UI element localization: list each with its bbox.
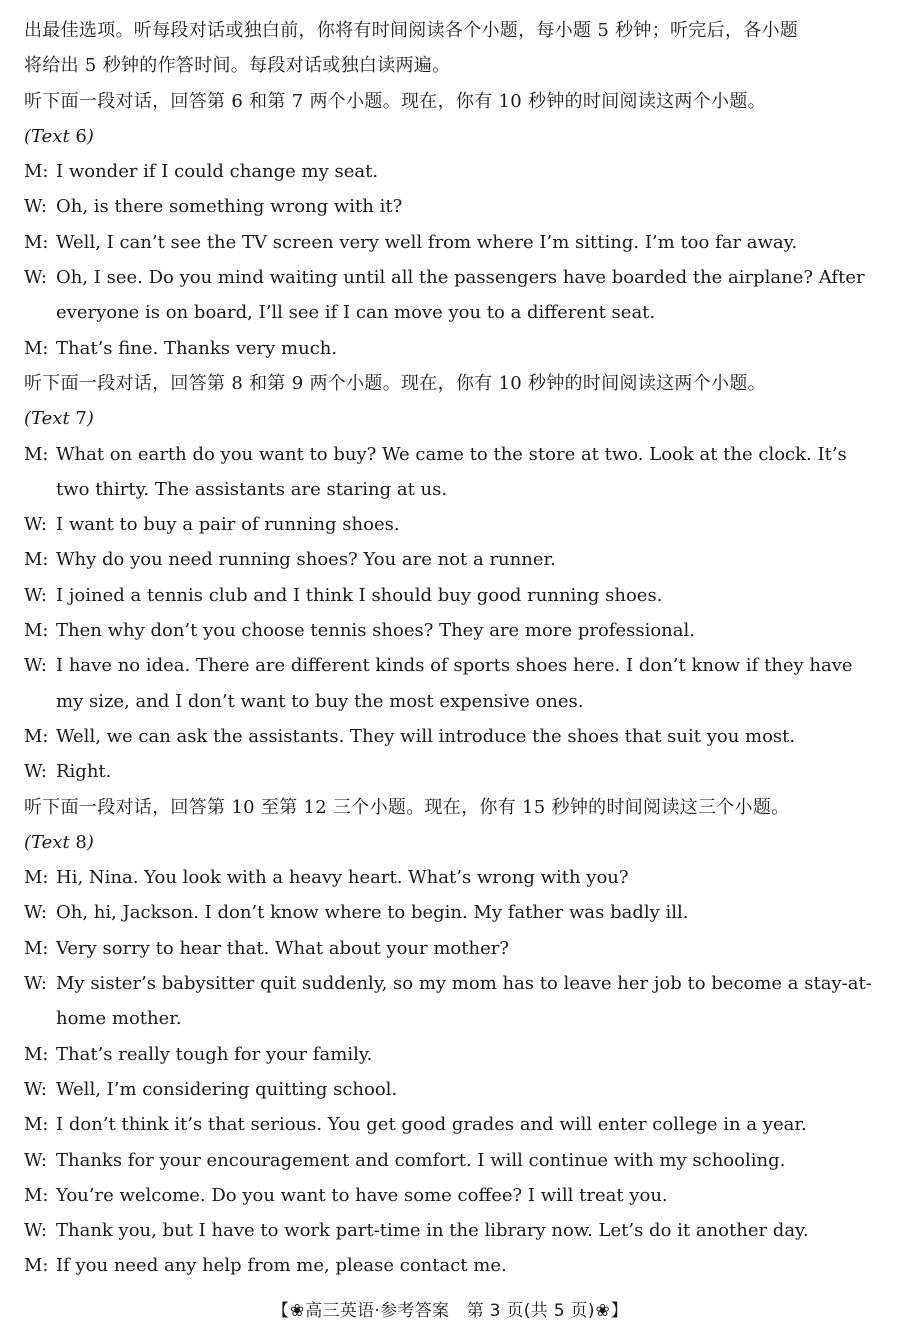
section-instruction: 听下面一段对话，回答第 8 和第 9 两个小题。现在，你有 10 秒钟的时间阅读这两个小题。 <box>24 372 766 394</box>
dialogue-line <box>24 507 884 542</box>
dialogue-text: You’re welcome. Do you want to have some coffee? I will treat you. <box>56 1184 668 1206</box>
dialogue-text: I don’t think it’s that serious. You get good grades and will enter college in a year. <box>56 1114 807 1136</box>
dialogue-text: That’s really tough for your family. <box>56 1043 373 1065</box>
dialogue-line <box>24 260 884 295</box>
dialogue-line <box>24 1107 884 1142</box>
dialogue-line <box>24 1248 884 1283</box>
footer-bracket-close: 】 <box>610 1301 629 1321</box>
dialogue-line <box>24 754 884 789</box>
dialogue-text: Thanks for your encouragement and comfort. I will continue with my schooling. <box>56 1149 786 1171</box>
speaker-label: M: <box>24 443 49 465</box>
dialogue-text: Well, I’m considering quitting school. <box>56 1078 398 1100</box>
dialogue-text: What on earth do you want to buy? We came to the store at two. Look at the clock. It’s <box>56 443 847 465</box>
dialogue-line <box>24 1037 884 1072</box>
dialogue-line <box>24 189 884 224</box>
dialogue-text: Why do you need running shoes? You are not a runner. <box>56 549 556 571</box>
speaker-label: M: <box>24 337 49 359</box>
speaker-label: W: <box>24 1220 48 1242</box>
dialogue-text: Oh, is there something wrong with it? <box>56 196 403 218</box>
dialogue-line <box>24 613 884 648</box>
dialogue-line <box>24 1178 884 1213</box>
dialogue-text: Well, we can ask the assistants. They will introduce the shoes that suit you most. <box>56 725 796 747</box>
dialogue-text: Hi, Nina. You look with a heavy heart. What’s wrong with you? <box>56 867 629 889</box>
dialogue-text: Oh, hi, Jackson. I don’t know where to begin. My father was badly ill. <box>56 902 689 924</box>
speaker-label: M: <box>24 1114 49 1136</box>
dialogue-continuation: two thirty. The assistants are staring at us. <box>56 478 448 500</box>
dialogue-text: I wonder if I could change my seat. <box>56 161 379 183</box>
intro-line: 出最佳选项。听每段对话或独白前，你将有时间阅读各个小题，每小题 5 秒钟；听完后，各小题 <box>24 20 799 41</box>
speaker-label: M: <box>24 1184 49 1206</box>
dialogue-line <box>24 719 884 754</box>
speaker-label: M: <box>24 867 49 889</box>
dialogue-line <box>24 154 884 189</box>
speaker-label: M: <box>24 620 49 642</box>
speaker-label: M: <box>24 1043 49 1065</box>
dialogue-continuation: everyone is on board, I’ll see if I can move you to a different seat. <box>56 302 656 324</box>
dialogue-text: That’s fine. Thanks very much. <box>56 337 338 359</box>
dialogue-line <box>24 648 884 683</box>
speaker-label: W: <box>24 655 48 677</box>
dialogue-line <box>24 860 884 895</box>
speaker-label: M: <box>24 937 49 959</box>
section-instruction: 听下面一段对话，回答第 10 至第 12 三个小题。现在，你有 15 秒钟的时间阅读这三个小题。 <box>24 796 790 818</box>
dialogue-line <box>24 331 884 366</box>
text-heading-number: 6 <box>75 125 87 147</box>
text-heading: (Text 6) <box>24 125 94 147</box>
dialogue-line <box>24 1143 884 1178</box>
dialogue-line <box>24 895 884 930</box>
speaker-label: W: <box>24 973 48 995</box>
speaker-label: W: <box>24 1078 48 1100</box>
document-body <box>24 13 884 1284</box>
speaker-label: W: <box>24 196 48 218</box>
speaker-label: M: <box>24 549 49 571</box>
text-heading-word: Text <box>31 125 70 147</box>
speaker-label: M: <box>24 231 49 253</box>
section-instruction: 听下面一段对话，回答第 6 和第 7 两个小题。现在，你有 10 秒钟的时间阅读这两个小题。 <box>24 90 766 112</box>
dialogue-text: My sister’s babysitter quit suddenly, so my mom has to leave her job to become a stay-at- <box>56 973 872 995</box>
dialogue-text: Then why don’t you choose tennis shoes? They are more professional. <box>56 620 695 642</box>
dialogue-line <box>24 542 884 577</box>
flower-icon: ❀ <box>595 1301 611 1321</box>
speaker-label: M: <box>24 725 49 747</box>
text-heading-number: 8 <box>75 831 87 853</box>
speaker-label: W: <box>24 1149 48 1171</box>
dialogue-text: Right. <box>56 761 112 783</box>
speaker-label: W: <box>24 514 48 536</box>
footer-label: 高三英语·参考答案 第 3 页(共 5 页) <box>305 1301 595 1321</box>
dialogue-text: I have no idea. There are different kinds of sports shoes here. I don’t know if they have <box>56 655 853 677</box>
text-heading: (Text 8) <box>24 831 94 853</box>
dialogue-text: Well, I can’t see the TV screen very well from where I’m sitting. I’m too far away. <box>56 231 798 253</box>
intro-line: 将给出 5 秒钟的作答时间。每段对话或独白读两遍。 <box>24 55 451 77</box>
dialogue-text: Very sorry to hear that. What about your mother? <box>56 937 509 959</box>
dialogue-line <box>24 931 884 966</box>
dialogue-line <box>24 225 884 260</box>
dialogue-text: Thank you, but I have to work part-time in the library now. Let’s do it another day. <box>56 1220 809 1242</box>
dialogue-line <box>24 437 884 472</box>
dialogue-line <box>24 578 884 613</box>
dialogue-line <box>24 966 884 1001</box>
speaker-label: W: <box>24 584 48 606</box>
page-footer <box>0 1296 900 1321</box>
text-heading-word: Text <box>31 831 70 853</box>
footer-bracket-open: 【 <box>271 1301 290 1321</box>
dialogue-continuation: home mother. <box>56 1008 182 1030</box>
flower-icon: ❀ <box>289 1301 305 1321</box>
dialogue-line <box>24 1072 884 1107</box>
dialogue-text: I joined a tennis club and I think I should buy good running shoes. <box>56 584 663 606</box>
speaker-label: W: <box>24 902 48 924</box>
dialogue-text: If you need any help from me, please contact me. <box>56 1255 507 1277</box>
dialogue-text: I want to buy a pair of running shoes. <box>56 514 400 536</box>
dialogue-line <box>24 1213 884 1248</box>
text-heading-number: 7 <box>75 408 87 430</box>
speaker-label: W: <box>24 267 48 289</box>
dialogue-continuation: my size, and I don’t want to buy the most expensive ones. <box>56 690 584 712</box>
speaker-label: M: <box>24 1255 49 1277</box>
dialogue-text: Oh, I see. Do you mind waiting until all the passengers have boarded the airplane? After <box>56 267 865 289</box>
text-heading: (Text 7) <box>24 408 94 430</box>
speaker-label: W: <box>24 761 48 783</box>
speaker-label: M: <box>24 161 49 183</box>
text-heading-word: Text <box>31 408 70 430</box>
